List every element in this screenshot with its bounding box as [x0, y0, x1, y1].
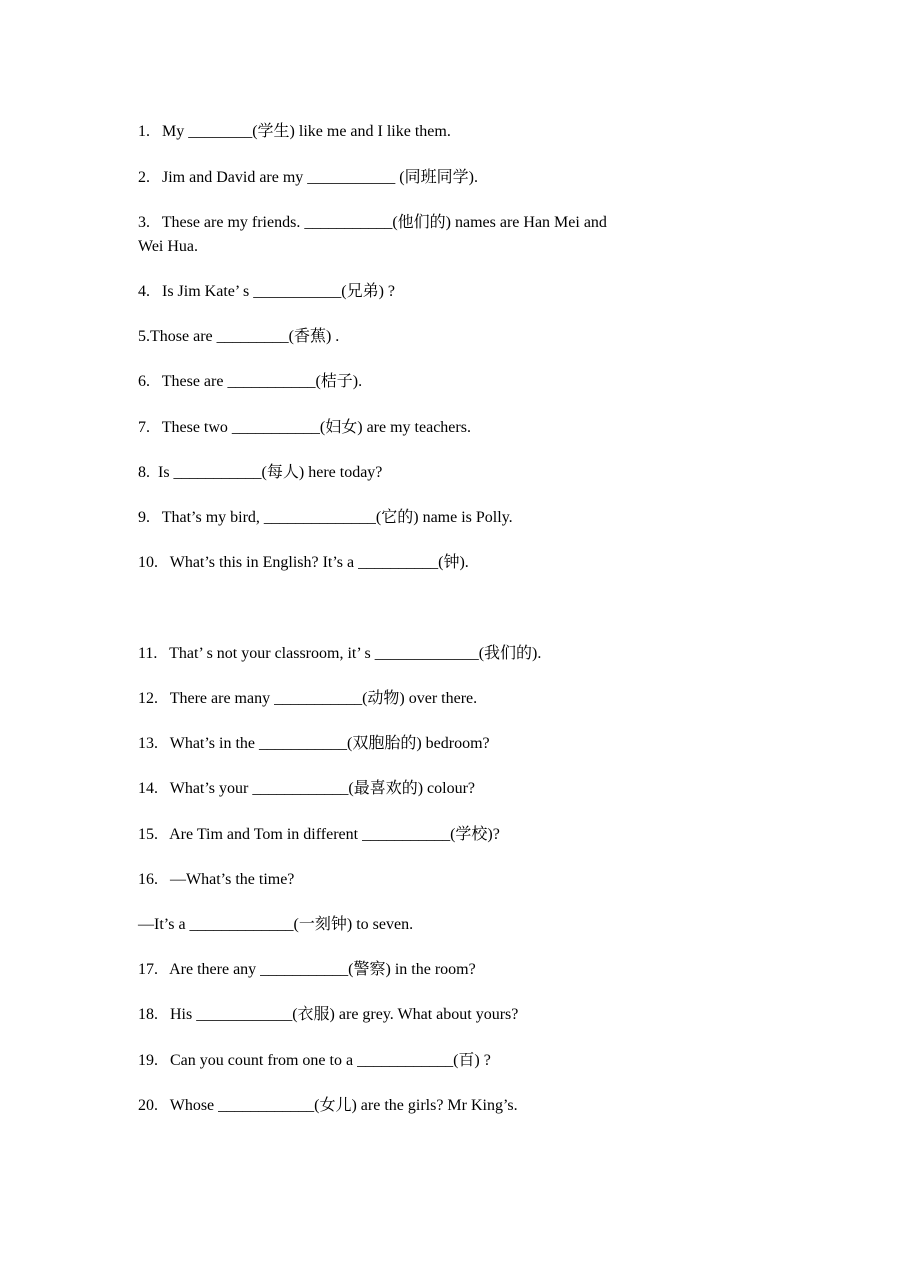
question-8: 8. Is ___________(每人) here today? — [138, 464, 383, 481]
question-12: 12. There are many ___________(动物) over there. — [138, 690, 478, 707]
question-9: 9. That’s my bird, ______________(它的) name is Polly. — [138, 509, 513, 526]
question-3: 3. These are my friends. ___________(他们的) names are Han Mei and — [138, 214, 607, 231]
question-14: 14. What’s your ____________(最喜欢的) colour? — [138, 780, 475, 797]
question-4: 4. Is Jim Kate’ s ___________(兄弟) ? — [138, 283, 396, 300]
question-19: 19. Can you count from one to a ____________(百) ? — [138, 1052, 491, 1069]
question-6: 6. These are ___________(桔子). — [138, 373, 363, 390]
question-18: 18. His ____________(衣服) are grey. What about yours? — [138, 1006, 519, 1023]
question-5: 5.Those are _________(香蕉) . — [138, 328, 340, 345]
question-10: 10. What’s this in English? It’s a __________(钟). — [138, 554, 469, 571]
question-15: 15. Are Tim and Tom in different ___________(学校)? — [138, 826, 500, 843]
question-20: 20. Whose ____________(女儿) are the girls? Mr King’s. — [138, 1097, 518, 1114]
question-16-answer: —It’s a _____________(一刻钟) to seven. — [138, 916, 414, 933]
question-17: 17. Are there any ___________(警察) in the room? — [138, 961, 476, 978]
question-13: 13. What’s in the ___________(双胞胎的) bedroom? — [138, 735, 490, 752]
question-2: 2. Jim and David are my ___________ (同班同学). — [138, 169, 478, 186]
question-11: 11. That’ s not your classroom, it’ s _____________(我们的). — [138, 645, 542, 662]
question-1: 1. My ________(学生) like me and I like them. — [138, 123, 451, 140]
question-7: 7. These two ___________(妇女) are my teachers. — [138, 419, 471, 436]
question-3-continued: Wei Hua. — [138, 238, 199, 255]
question-16: 16. —What’s the time? — [138, 871, 295, 888]
